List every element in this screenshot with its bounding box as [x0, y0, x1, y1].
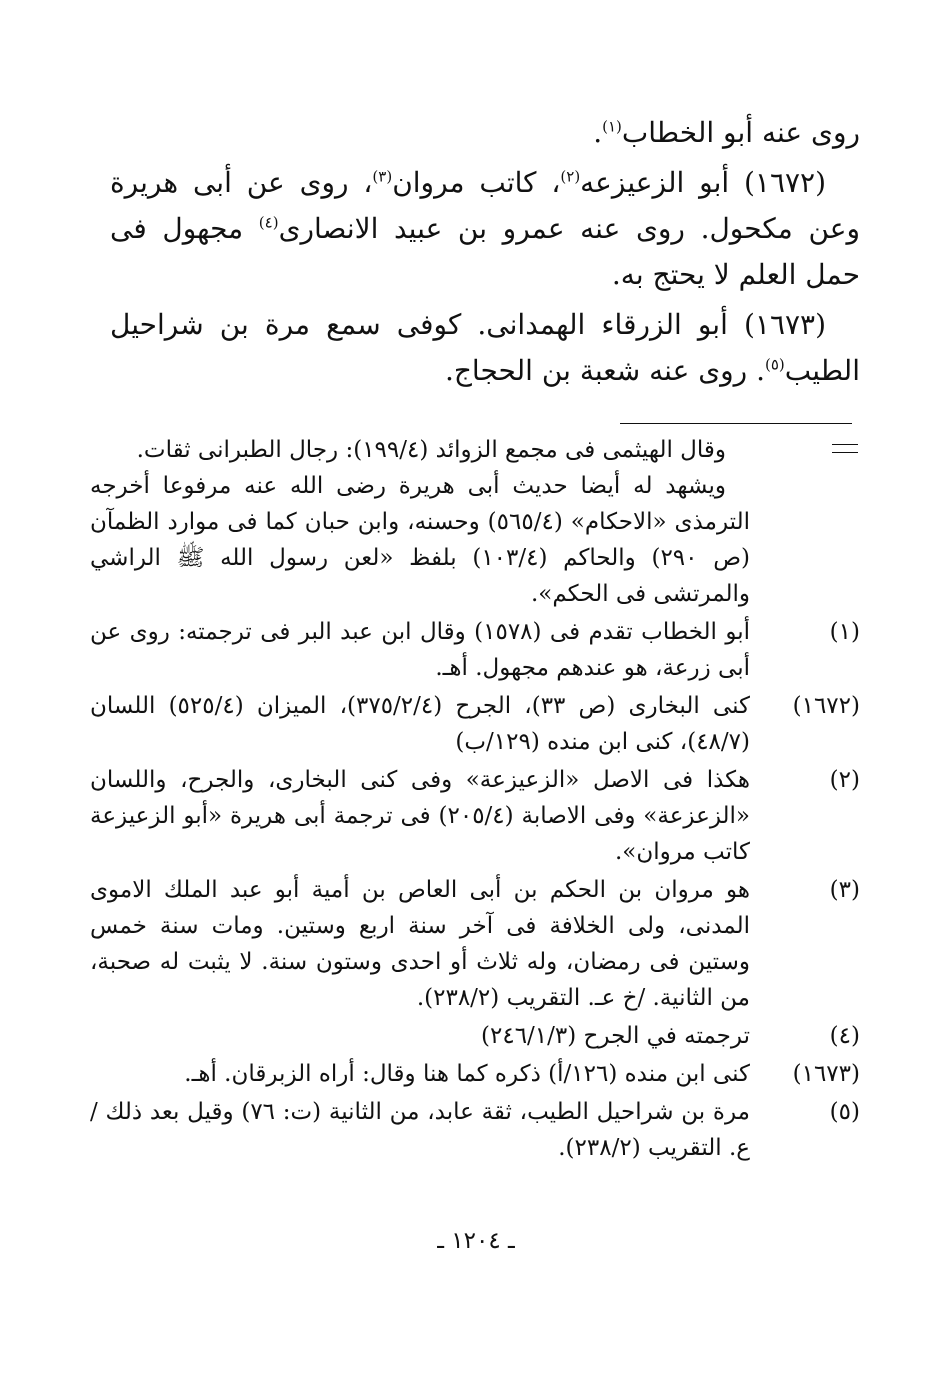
- footnote-3: [90, 872, 860, 1016]
- entry-1672: [110, 160, 860, 298]
- entry-number: (١٦٧٢): [743, 166, 827, 199]
- intro-text: روى عنه أبو الخطاب: [621, 116, 860, 149]
- entry-text: مجهول فى حمل العلم لا يحتج به.: [110, 212, 860, 291]
- footnote-ref: (٣): [372, 167, 393, 186]
- footnote-number: (٥): [829, 1099, 860, 1125]
- page-number: ـ ١٢٠٤ ـ: [437, 1228, 515, 1254]
- footnote-divider: [620, 423, 852, 424]
- footnote-ref: (١): [602, 117, 622, 136]
- intro-end: .: [593, 116, 603, 149]
- entry-text: ، كاتب مروان: [392, 166, 561, 199]
- footnote-text: ترجمته في الجرح (٢٤٦/١/٣): [481, 1023, 750, 1049]
- footnote-text: كنى البخارى (ص ٣٣)، الجرح (٣٧٥/٢/٤)، الميزان (٥٢٥/٤) اللسان (٤٨/٧)، كنى ابن منده (١٢٩/ب): [90, 693, 750, 755]
- intro-line: [110, 110, 860, 156]
- footnote-4: [90, 1018, 860, 1054]
- footnote-number: (١٦٧٣): [792, 1061, 860, 1087]
- footnote-number: (٢): [829, 767, 860, 793]
- entry-number: (١٦٧٣): [743, 308, 826, 341]
- main-text: [110, 110, 860, 398]
- entry-text: أبو الزرقاء الهمدانى. كوفى سمع مرة بن شراحيل الطيب: [110, 308, 860, 387]
- footnote-continued: [90, 432, 860, 612]
- entry-text: أبو الزعيزعه: [580, 166, 744, 199]
- footnote-text: هكذا فى الاصل «الزعيزعة» وفى كنى البخارى، والجرح، واللسان «الزعزعة» وفى الاصابة (٢٠٥/٤) فى ترجمة أبى هريرة «أبو الزعيزعة كاتب مروان».: [90, 767, 750, 865]
- entry-text: ، روى عن أبى هريرة وعن مكحول. روى عنه عمرو بن عبيد الانصارى: [110, 166, 860, 245]
- footnote-text: أبو الخطاب تقدم فى (١٥٧٨) وقال ابن عبد البر فى ترجمته: روى عن أبى زرعة، هو عندهم مجهول. أهـ.: [90, 619, 750, 681]
- footnote-2: [90, 762, 860, 870]
- footnote-1673: [90, 1056, 860, 1092]
- footnote-ref: (٢): [560, 167, 581, 186]
- footnote-paragraph: ويشهد له أيضا حديث أبى هريرة رضى الله عنه مرفوعا أخرجه الترمذى «الاحكام» (٥٦٥/٤) وحسنه، وابن حبان كما فى موارد الظمآن (ص ٢٩٠) والحاكم (١٠٣/٤) بلفظ «لعن رسول الله ﷺ الراشي والمرتشى فى الحكم».: [90, 473, 750, 607]
- footnote-text: هو مروان بن الحكم بن أبى العاص بن أمية أبو عبد الملك الاموى المدنى، ولى الخلافة فى آخر سنة اربع وستين. ومات سنة خمس وستين فى رمضان، وله ثلاث أو احدى وستون سنة. لا يثبت له صحبة، من الثانية. /خ عـ. التقريب (٢٣٨/٢).: [90, 877, 750, 1011]
- footnotes: [90, 432, 860, 1168]
- footnote-5: [90, 1094, 860, 1166]
- footnote-ref: (٤): [258, 213, 279, 232]
- footnote-text: مرة بن شراحيل الطيب، ثقة عابد، من الثانية (ت: ٧٦) وقيل بعد ذلك /ع. التقريب (٢٣٨/٢).: [90, 1099, 750, 1161]
- footnote-ref: (٥): [764, 355, 785, 374]
- footnote-number: (١): [829, 619, 860, 645]
- footnote-number: (٤): [829, 1023, 860, 1049]
- footnote-1: [90, 614, 860, 686]
- footnote-number: (٣): [829, 877, 860, 903]
- footnote-1672: [90, 688, 860, 760]
- entry-text: . روى عنه شعبة بن الحجاج.: [444, 354, 765, 387]
- entry-1673: [110, 302, 860, 394]
- footnote-paragraph: وقال الهيثمى فى مجمع الزوائد (١٩٩/٤): رجال الطبرانى ثقات.: [136, 437, 726, 463]
- footnote-number: (١٦٧٢): [792, 693, 860, 719]
- footnote-text: كنى ابن منده (١٢٦/أ) ذكره كما هنا وقال: أراه الزبرقان. أهـ.: [184, 1061, 750, 1087]
